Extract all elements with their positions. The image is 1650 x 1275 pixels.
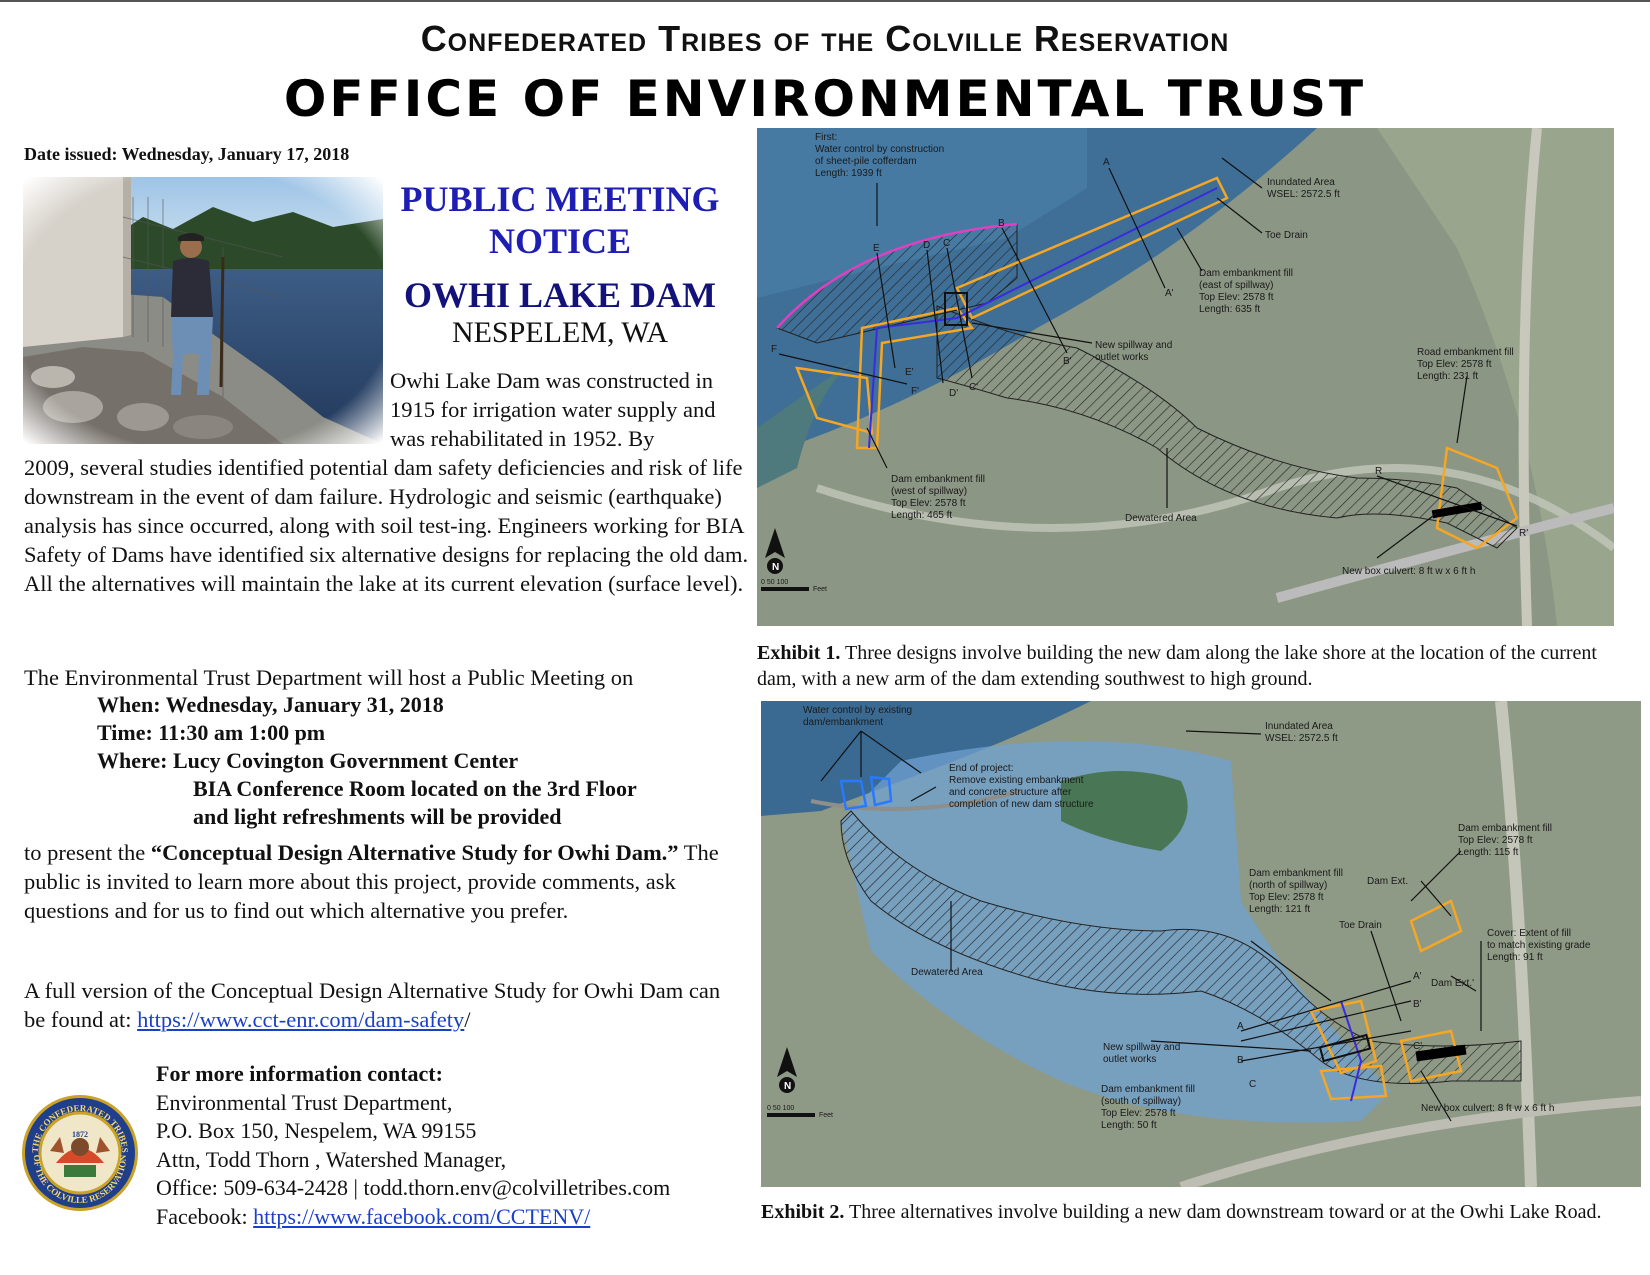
ex2-north-fill-label-2: (north of spillway)	[1249, 880, 1328, 891]
colville-tribes-seal	[20, 1093, 140, 1213]
exhibit2-caption	[761, 1199, 1631, 1225]
ex1-toe-drain-label: Toe Drain	[1265, 230, 1308, 241]
contact-heading: For more information contact:	[156, 1061, 443, 1086]
ex2-section-b-prime: B'	[1413, 999, 1422, 1010]
ex2-south-fill-label-1: Dam embankment fill	[1101, 1084, 1195, 1095]
ex2-dam-ext-label: Dam Ext.	[1367, 876, 1409, 887]
ex2-north-fill-label-3: Top Elev: 2578 ft	[1249, 892, 1324, 903]
ex1-road-fill-label-2: Top Elev: 2578 ft	[1417, 359, 1492, 370]
ex1-water-label-2: of sheet-pile cofferdam	[815, 156, 917, 167]
ex1-east-fill-label-3: Top Elev: 2578 ft	[1199, 292, 1274, 303]
ex1-section-d: D	[923, 240, 931, 251]
meeting-room: BIA Conference Room located on the 3rd Floor	[193, 776, 637, 801]
ex2-south-fill-label-2: (south of spillway)	[1101, 1096, 1182, 1107]
ex2-spillway-label-1: New spillway and	[1103, 1042, 1181, 1053]
ex2-cover-label-2: to match existing grade	[1487, 940, 1591, 951]
exhibit2-caption-text: Three alternatives involve building a new dam downstream toward or at the Owhi Lake Road.	[844, 1201, 1602, 1223]
ex1-east-fill-label-4: Length: 635 ft	[1199, 304, 1261, 315]
ex1-dewatered-label: Dewatered Area	[1125, 513, 1197, 524]
ex2-dam-ext-prime-label: Dam Ext.'	[1431, 978, 1475, 989]
ex1-section-e: E	[873, 243, 880, 254]
ex2-end-label-4: completion of new dam structure	[949, 799, 1094, 810]
ex1-inundated-label-2: WSEL: 2572.5 ft	[1267, 189, 1340, 200]
ex2-northfill-label-1: Dam embankment fill	[1458, 823, 1552, 834]
ex2-end-label-1: End of project:	[949, 763, 1014, 774]
ex1-scale-unit: Feet	[813, 586, 828, 593]
dam-photo	[23, 177, 383, 444]
full-version-paragraph	[24, 976, 744, 1034]
ex2-northfill-label-3: Length: 115 ft	[1458, 847, 1519, 858]
ex2-south-fill-label-4: Length: 50 ft	[1101, 1120, 1157, 1131]
ex2-north-fill-label-1: Dam embankment fill	[1249, 868, 1343, 879]
notice-block	[385, 178, 735, 350]
ex2-inundated-label-2: WSEL: 2572.5 ft	[1265, 733, 1338, 744]
contact-facebook	[156, 1203, 670, 1232]
ex1-north-label: N	[772, 562, 780, 573]
ex2-water-label-2: dam/embankment	[803, 717, 884, 728]
ex1-section-a-prime: A'	[1165, 288, 1174, 299]
ex1-spillway-label-1: New spillway and	[1095, 340, 1173, 351]
ex1-inundated-label-1: Inundated Area	[1267, 177, 1335, 188]
exhibit2-label: Exhibit 2.	[761, 1201, 845, 1223]
ex2-northfill-label-2: Top Elev: 2578 ft	[1458, 835, 1533, 846]
meeting-refreshments: and light refreshments will be provided	[193, 804, 562, 829]
ex1-culvert-label: New box culvert: 8 ft w x 6 ft h	[1342, 566, 1476, 577]
contact-dept: Environmental Trust Department,	[156, 1089, 453, 1115]
ex2-toe-drain-label: Toe Drain	[1339, 920, 1382, 931]
ex2-spillway-label-2: outlet works	[1103, 1054, 1157, 1065]
present-paragraph	[24, 838, 744, 925]
ex2-dewatered-label: Dewatered Area	[911, 967, 983, 978]
dam-safety-link[interactable]: https://www.cct-enr.com/dam-safety	[137, 1007, 465, 1032]
intro-paragraph-part2: 2009, several studies identified potential dam safety deficiencies and risk of life downstream in the event of dam failure. Hydrologic and seismic (earthquake) analysis has since occurred, along with soil test-ing. Engineers working for BIA Safety of Dams have identified six alternative designs for replacing the old dam. All the alternatives will maintain the lake at its current elevation (surface level).	[24, 455, 749, 596]
org-title: Confederated Tribes of the Colville Reservation	[420, 18, 1230, 59]
ex1-section-b: B	[998, 218, 1005, 229]
seal-bottom-text: OF THE COLVILLE RESERVATION	[31, 1154, 129, 1206]
ex1-west-fill-label-3: Top Elev: 2578 ft	[891, 498, 966, 509]
seal-year: 1872	[72, 1130, 88, 1139]
ex1-west-fill-label-1: Dam embankment fill	[891, 474, 985, 485]
ex1-section-r: R	[1375, 466, 1383, 477]
ex1-section-a: A	[1103, 157, 1110, 168]
meeting-intro: The Environmental Trust Department will host a Public Meeting on	[24, 665, 634, 690]
meeting-time: Time: 11:30 am 1:00 pm	[97, 720, 326, 745]
exhibit1-caption-text: Three designs involve building the new dam along the lake shore at the location of the current dam, with a new arm of the dam extending southwest to high ground.	[757, 642, 1597, 690]
exhibit1-label: Exhibit 1.	[757, 642, 841, 664]
ex2-cover-label-1: Cover: Extent of fill	[1487, 928, 1571, 939]
ex1-section-c: C	[943, 238, 951, 249]
notice-heading: NOTICE	[488, 221, 632, 261]
ex1-scale-bar	[761, 587, 809, 591]
seal-top-text: THE CONFEDERATED TRIBES	[29, 1102, 131, 1154]
ex1-west-fill-label-4: Length: 465 ft	[891, 510, 953, 521]
contact-office: Office: 509-634-2428 | todd.thorn.env@colvilletribes.com	[156, 1175, 671, 1200]
public-meeting-heading: PUBLIC MEETING	[400, 179, 720, 219]
meeting-where: Where: Lucy Covington Government Center	[97, 748, 519, 773]
present-pre: to present the	[24, 840, 151, 865]
ex1-west-fill-label-2: (west of spillway)	[891, 486, 968, 497]
ex2-scale-bar	[767, 1113, 815, 1117]
ex2-section-c: C	[1249, 1079, 1257, 1090]
location-heading: NESPELEM, WA	[451, 316, 669, 349]
ex2-section-c-prime: C'	[1413, 1041, 1423, 1052]
ex2-section-b: B	[1237, 1055, 1244, 1066]
facebook-link[interactable]: https://www.facebook.com/CCTENV/	[253, 1203, 591, 1229]
top-rule	[0, 0, 1650, 2]
ex1-section-e-prime: E'	[905, 367, 914, 378]
ex2-end-label-3: and concrete structure after	[949, 787, 1072, 798]
ex2-scale-unit: Feet	[819, 1112, 834, 1119]
ex2-north-fill-label-4: Length: 121 ft	[1249, 904, 1311, 915]
ex1-road-fill-label-1: Road embankment fill	[1417, 347, 1514, 358]
ex1-section-f: F	[771, 344, 778, 355]
ex1-east-fill-label-2: (east of spillway)	[1199, 280, 1274, 291]
ex2-culvert-label: New box culvert: 8 ft w x 6 ft h	[1421, 1103, 1555, 1114]
study-title: “Conceptual Design Alternative Study for Owhi Dam.”	[150, 840, 679, 865]
ex2-cover-label-3: Length: 91 ft	[1487, 952, 1543, 963]
ex1-first-label: First:	[815, 132, 838, 143]
contact-address: P.O. Box 150, Nespelem, WA 99155	[156, 1118, 477, 1143]
meeting-when: When: Wednesday, January 31, 2018	[97, 692, 444, 717]
ex1-east-fill-label-1: Dam embankment fill	[1199, 268, 1293, 279]
contact-block	[156, 1060, 670, 1231]
dam-name-heading: OWHI LAKE DAM	[403, 275, 716, 315]
ex1-section-f-prime: F'	[911, 386, 920, 397]
ex1-water-label-1: Water control by construction	[815, 144, 945, 155]
exhibit1-caption	[757, 640, 1627, 692]
ex1-spillway-label-2: outlet works	[1095, 352, 1149, 363]
ex2-section-a-prime: A'	[1413, 971, 1422, 982]
facebook-label: Facebook:	[156, 1203, 254, 1229]
ex1-road-fill-label-3: Length: 231 ft	[1417, 371, 1479, 382]
full-version-text: A full version of the Conceptual Design Alternative Study for Owhi Dam can be found at:	[24, 978, 721, 1032]
ex1-section-c-prime: C'	[969, 382, 979, 393]
ex2-inundated-label-1: Inundated Area	[1265, 721, 1333, 732]
present-post: The public is invited to learn more about this project, provide comments, ask questions and for us to find out which alternative you prefer.	[24, 840, 719, 923]
ex1-section-r-prime: R'	[1519, 528, 1529, 539]
intro-paragraph-part1: Owhi Lake Dam was constructed in 1915 for irrigation water supply and was rehabilitated in 1952. By	[390, 368, 716, 451]
ex2-water-label-1: Water control by existing	[803, 705, 913, 716]
ex1-section-d-prime: D'	[949, 388, 959, 399]
office-title: OFFICE OF ENVIRONMENTAL TRUST	[283, 70, 1367, 128]
exhibit1-map	[757, 128, 1614, 626]
ex2-end-label-2: Remove existing embankment	[949, 775, 1084, 786]
ex2-north-label: N	[784, 1081, 792, 1092]
contact-attn: Attn, Todd Thorn , Watershed Manager,	[156, 1146, 507, 1172]
ex2-scale-ticks: 0 50 100	[767, 1105, 795, 1112]
date-issued: Date issued: Wednesday, January 17, 2018	[24, 144, 350, 164]
full-version-suffix: /	[464, 1007, 471, 1032]
ex1-scale-ticks: 0 50 100	[761, 579, 789, 586]
ex2-south-fill-label-3: Top Elev: 2578 ft	[1101, 1108, 1176, 1119]
ex1-section-b-prime: B'	[1063, 356, 1072, 367]
exhibit2-map	[761, 701, 1641, 1187]
ex1-water-label-3: Length: 1939 ft	[815, 168, 882, 179]
ex2-section-a: A	[1237, 1021, 1244, 1032]
